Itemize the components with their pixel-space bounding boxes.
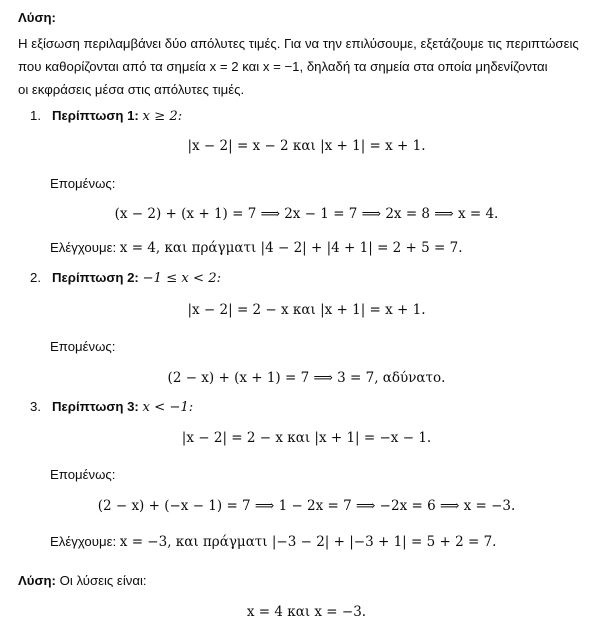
case-3-abs-equations: |x − 2| = 2 − x και |x + 1| = −x − 1. xyxy=(181,430,432,446)
case-1-heading: 1. Περίπτωση 1: x ≥ 2: xyxy=(30,108,183,124)
solution-title: Λύση: xyxy=(18,10,56,25)
case-2-heading: 2. Περίπτωση 2: −1 ≤ x < 2: xyxy=(30,270,222,286)
intro-line-3: οι εκφράσεις μέσα στις απόλυτες τιμές. xyxy=(18,82,245,97)
case-2-therefore: Επομένως: xyxy=(50,339,116,354)
case-3-derivation: (2 − x) + (−x − 1) = 7 ⟹ 1 − 2x = 7 ⟹ −2x = 6 ⟹ x = −3. xyxy=(97,498,516,514)
case-2-derivation: (2 − x) + (x + 1) = 7 ⟹ 3 = 7, αδύνατο. xyxy=(167,370,446,386)
intro-line-2: που καθορίζονται από τα σημεία x = 2 και x = −1, δηλαδή τα σημεία στα οποία μηδενίζονται xyxy=(18,59,548,74)
case-1-check: Ελέγχουμε: x = 4, και πράγματι |4 − 2| + |4 + 1| = 2 + 5 = 7. xyxy=(50,240,463,256)
final-solution-line: Λύση: Οι λύσεις είναι: xyxy=(18,573,147,588)
final-solutions: x = 4 και x = −3. xyxy=(246,604,367,620)
case-1-therefore: Επομένως: xyxy=(50,176,116,191)
case-2-abs-equations: |x − 2| = 2 − x και |x + 1| = x + 1. xyxy=(187,302,426,318)
case-3-heading: 3. Περίπτωση 3: x < −1: xyxy=(30,399,194,415)
case-3-therefore: Επομένως: xyxy=(50,467,116,482)
case-1-derivation: (x − 2) + (x + 1) = 7 ⟹ 2x − 1 = 7 ⟹ 2x = 8 ⟹ x = 4. xyxy=(114,206,499,222)
case-3-check: Ελέγχουμε: x = −3, και πράγματι |−3 − 2| + |−3 + 1| = 5 + 2 = 7. xyxy=(50,534,497,550)
case-1-abs-equations: |x − 2| = x − 2 και |x + 1| = x + 1. xyxy=(187,138,426,154)
intro-line-1: Η εξίσωση περιλαμβάνει δύο απόλυτες τιμές. Για να την επιλύσουμε, εξετάζουμε τις περιπτώσεις xyxy=(18,36,579,51)
